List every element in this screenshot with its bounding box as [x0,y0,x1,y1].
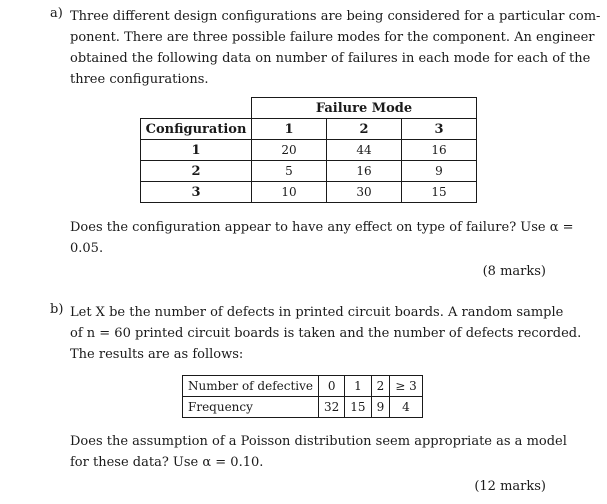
number-defective-label: Number of defective [183,376,319,397]
part-a-label: a) [50,6,63,21]
part-a-line-4: three configurations. [70,72,209,87]
mode-col-3: 3 [402,119,477,140]
part-b-question-line-1: Does the assumption of a Poisson distribution seem appropriate as a model [70,434,567,449]
table-row [183,397,423,418]
mode-col-2: 2 [327,119,402,140]
defects-frequency-table [182,375,423,418]
failure-mode-table [140,97,477,203]
config-cell: 3 [141,182,252,203]
table-row [183,376,423,397]
part-a-line-1: Three different design configurations are being considered for a particular com- [70,9,601,24]
table-cell: 2 [371,376,390,397]
config-cell: 1 [141,140,252,161]
failure-mode-header: Failure Mode [252,98,477,119]
table-row [141,140,477,161]
table-cell: 0 [319,376,345,397]
mode-col-1: 1 [252,119,327,140]
part-b-line-1: Let X be the number of defects in printed circuit boards. A random sample [70,305,564,320]
table-cell: 1 [345,376,371,397]
table-cell: 9 [371,397,390,418]
part-a-question [70,217,574,259]
part-a-question-line-1: Does the configuration appear to have any effect on type of failure? Use α = [70,220,574,235]
table-cell: ≥ 3 [390,376,423,397]
table-cell: 32 [319,397,345,418]
part-b-marks: (12 marks) [474,479,546,494]
table-cell: 30 [327,182,402,203]
frequency-label: Frequency [183,397,319,418]
table-cell: 15 [345,397,371,418]
part-a-line-2: ponent. There are three possible failure modes for the component. An engineer [70,30,595,45]
part-b-line-2: of n = 60 printed circuit boards is taken and the number of defects recorded. [70,326,582,341]
part-b-label: b) [50,302,64,317]
table-cell: 9 [402,161,477,182]
part-b-question [70,431,567,473]
part-a-marks: (8 marks) [482,264,546,279]
table-cell: 16 [327,161,402,182]
table-cell: 15 [402,182,477,203]
part-a-line-3: obtained the following data on number of failures in each mode for each of the [70,51,591,66]
table-cell: 20 [252,140,327,161]
table-cell: 4 [390,397,423,418]
part-b-line-3: The results are as follows: [70,347,244,362]
part-a-question-line-2: 0.05. [70,241,104,256]
part-a-intro [70,6,601,90]
configuration-header: Configuration [141,119,252,140]
table-row [141,161,477,182]
part-b-question-line-2: for these data? Use α = 0.10. [70,455,264,470]
table-cell: 44 [327,140,402,161]
table-row [141,182,477,203]
table-cell: 10 [252,182,327,203]
table-cell: 5 [252,161,327,182]
part-b-intro [70,302,582,365]
table-cell: 16 [402,140,477,161]
config-cell: 2 [141,161,252,182]
